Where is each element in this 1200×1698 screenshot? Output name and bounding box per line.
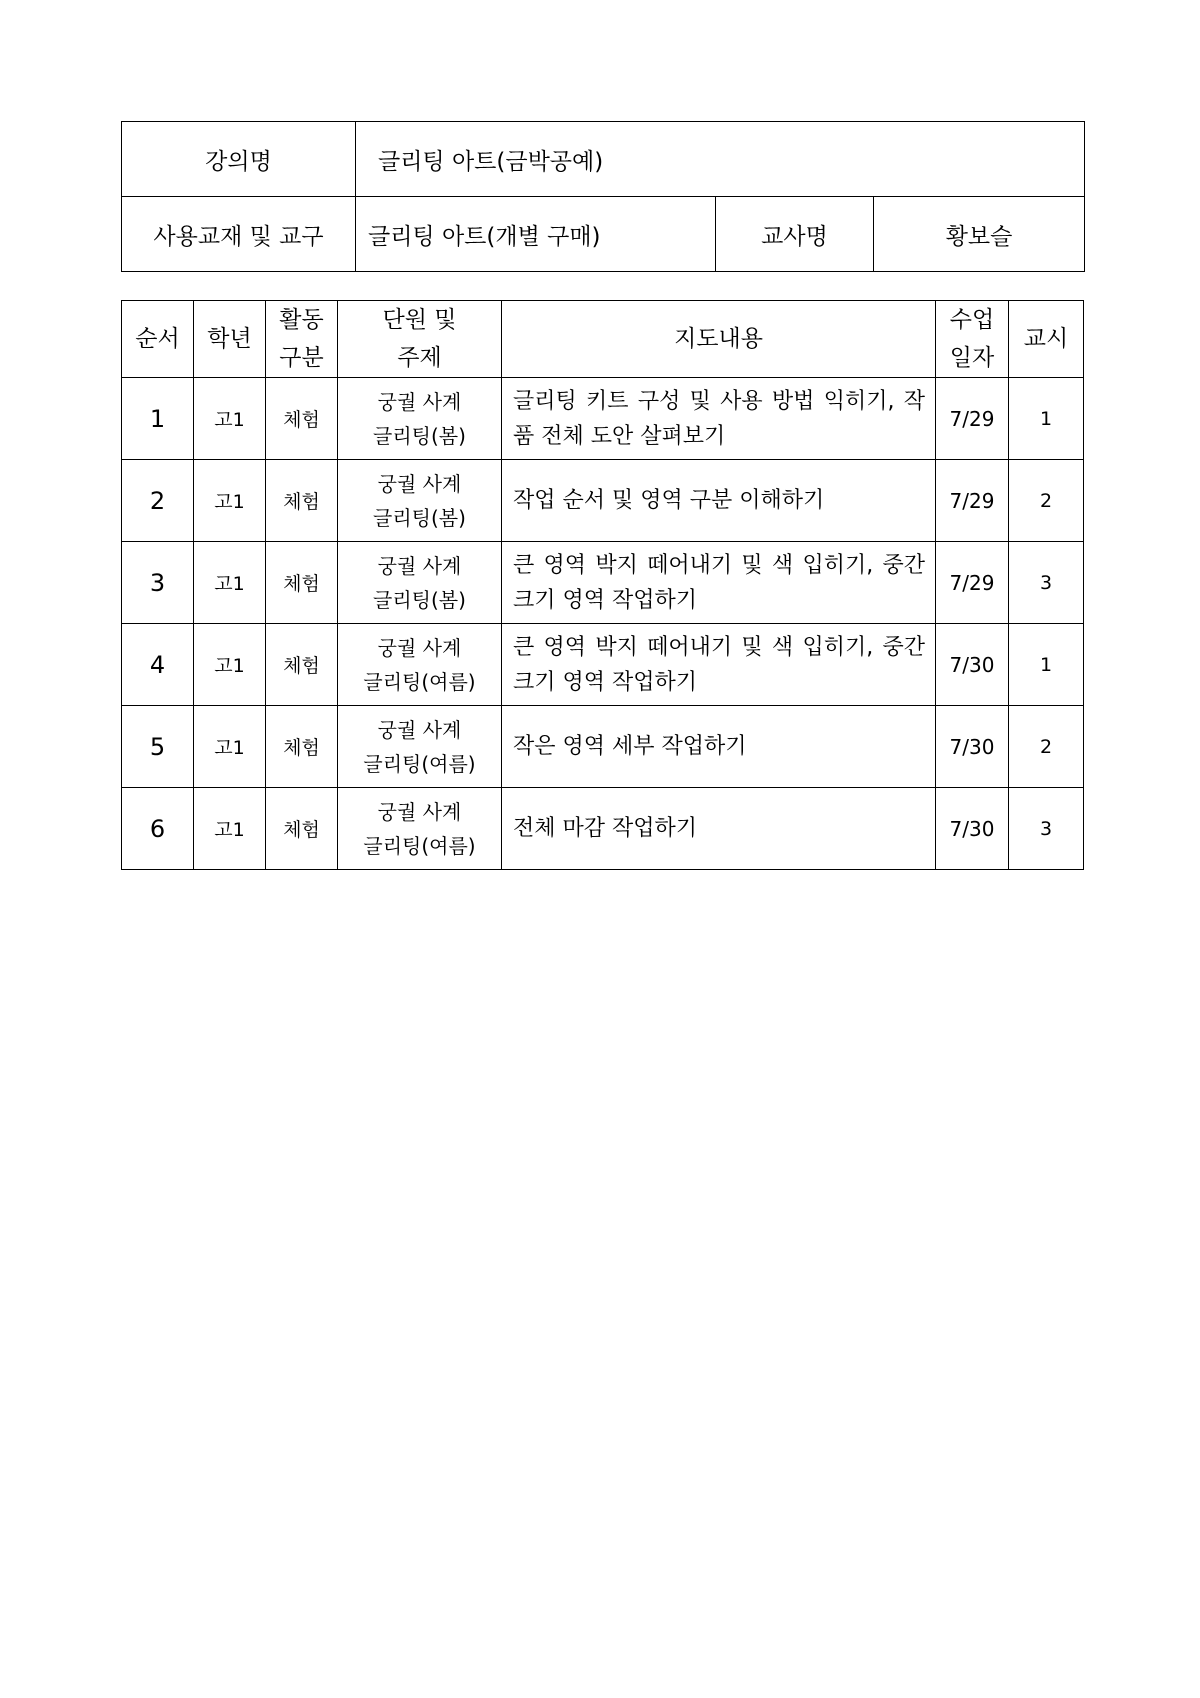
row-unit-line1: 궁궐 사계: [377, 553, 462, 578]
course-name-value: 글리팅 아트(금박공예): [356, 122, 1085, 197]
row-period: 3: [1009, 788, 1084, 870]
header-period: 교시: [1009, 301, 1084, 378]
header-unit-line2: 주제: [397, 345, 442, 371]
row-date: 7/29: [936, 460, 1009, 542]
row-unit: [338, 378, 502, 460]
row-content: 큰 영역 박지 떼어내기 및 색 입히기, 중간 크기 영역 작업하기: [502, 542, 936, 624]
course-info-table: [121, 121, 1085, 272]
row-period: 1: [1009, 378, 1084, 460]
row-activity: 체험: [266, 788, 338, 870]
row-unit-line2: 글리팅(여름): [363, 751, 476, 776]
row-order: 1: [122, 378, 194, 460]
row-order: 5: [122, 706, 194, 788]
row-activity: 체험: [266, 460, 338, 542]
header-unit-line1: 단원 및: [382, 307, 457, 333]
materials-row: [122, 197, 1085, 272]
header-activity: [266, 301, 338, 378]
materials-value: 글리팅 아트(개별 구매): [356, 197, 716, 272]
header-content: 지도내용: [502, 301, 936, 378]
row-period: 2: [1009, 460, 1084, 542]
row-unit-line2: 글리팅(여름): [363, 669, 476, 694]
row-unit-line2: 글리팅(봄): [373, 505, 466, 530]
row-activity: 체험: [266, 706, 338, 788]
row-content: 전체 마감 작업하기: [502, 788, 936, 870]
row-unit-line2: 글리팅(봄): [373, 587, 466, 612]
row-unit-line1: 궁궐 사계: [377, 635, 462, 660]
row-unit-line1: 궁궐 사계: [377, 471, 462, 496]
teacher-value: 황보슬: [874, 197, 1085, 272]
row-unit-line1: 궁궐 사계: [377, 717, 462, 742]
header-date: [936, 301, 1009, 378]
row-grade: 고1: [194, 788, 266, 870]
row-unit-line1: 궁궐 사계: [377, 389, 462, 414]
schedule-header-row: [122, 301, 1084, 378]
row-period: 1: [1009, 624, 1084, 706]
row-unit: [338, 788, 502, 870]
row-order: 4: [122, 624, 194, 706]
row-unit: [338, 624, 502, 706]
header-date-line1: 수업: [949, 307, 995, 333]
row-period: 2: [1009, 706, 1084, 788]
row-unit: [338, 542, 502, 624]
row-period: 3: [1009, 542, 1084, 624]
row-date: 7/30: [936, 624, 1009, 706]
table-row: [122, 542, 1084, 624]
row-order: 6: [122, 788, 194, 870]
course-name-row: [122, 122, 1085, 197]
row-activity: 체험: [266, 542, 338, 624]
header-date-line2: 일자: [949, 345, 995, 371]
row-content: 글리팅 키트 구성 및 사용 방법 익히기, 작품 전체 도안 살펴보기: [502, 378, 936, 460]
row-activity: 체험: [266, 624, 338, 706]
header-unit: [338, 301, 502, 378]
row-date: 7/29: [936, 542, 1009, 624]
table-row: [122, 624, 1084, 706]
header-activity-line1: 활동: [279, 307, 324, 333]
row-unit-line1: 궁궐 사계: [377, 799, 462, 824]
row-unit: [338, 706, 502, 788]
materials-label: 사용교재 및 교구: [122, 197, 356, 272]
row-grade: 고1: [194, 624, 266, 706]
course-name-label: 강의명: [122, 122, 356, 197]
row-unit-line2: 글리팅(봄): [373, 423, 466, 448]
row-grade: 고1: [194, 706, 266, 788]
row-date: 7/30: [936, 788, 1009, 870]
row-date: 7/30: [936, 706, 1009, 788]
row-unit: [338, 460, 502, 542]
row-unit-line2: 글리팅(여름): [363, 833, 476, 858]
row-activity: 체험: [266, 378, 338, 460]
header-order: 순서: [122, 301, 194, 378]
row-grade: 고1: [194, 378, 266, 460]
row-grade: 고1: [194, 460, 266, 542]
row-order: 2: [122, 460, 194, 542]
header-grade: 학년: [194, 301, 266, 378]
teacher-label: 교사명: [716, 197, 874, 272]
row-content: 작은 영역 세부 작업하기: [502, 706, 936, 788]
table-row: [122, 706, 1084, 788]
row-content: 큰 영역 박지 떼어내기 및 색 입히기, 중간 크기 영역 작업하기: [502, 624, 936, 706]
header-activity-line2: 구분: [279, 345, 324, 371]
table-row: [122, 460, 1084, 542]
table-row: [122, 788, 1084, 870]
row-grade: 고1: [194, 542, 266, 624]
lesson-schedule-table: [121, 300, 1084, 870]
table-row: [122, 378, 1084, 460]
row-content: 작업 순서 및 영역 구분 이해하기: [502, 460, 936, 542]
row-date: 7/29: [936, 378, 1009, 460]
row-order: 3: [122, 542, 194, 624]
